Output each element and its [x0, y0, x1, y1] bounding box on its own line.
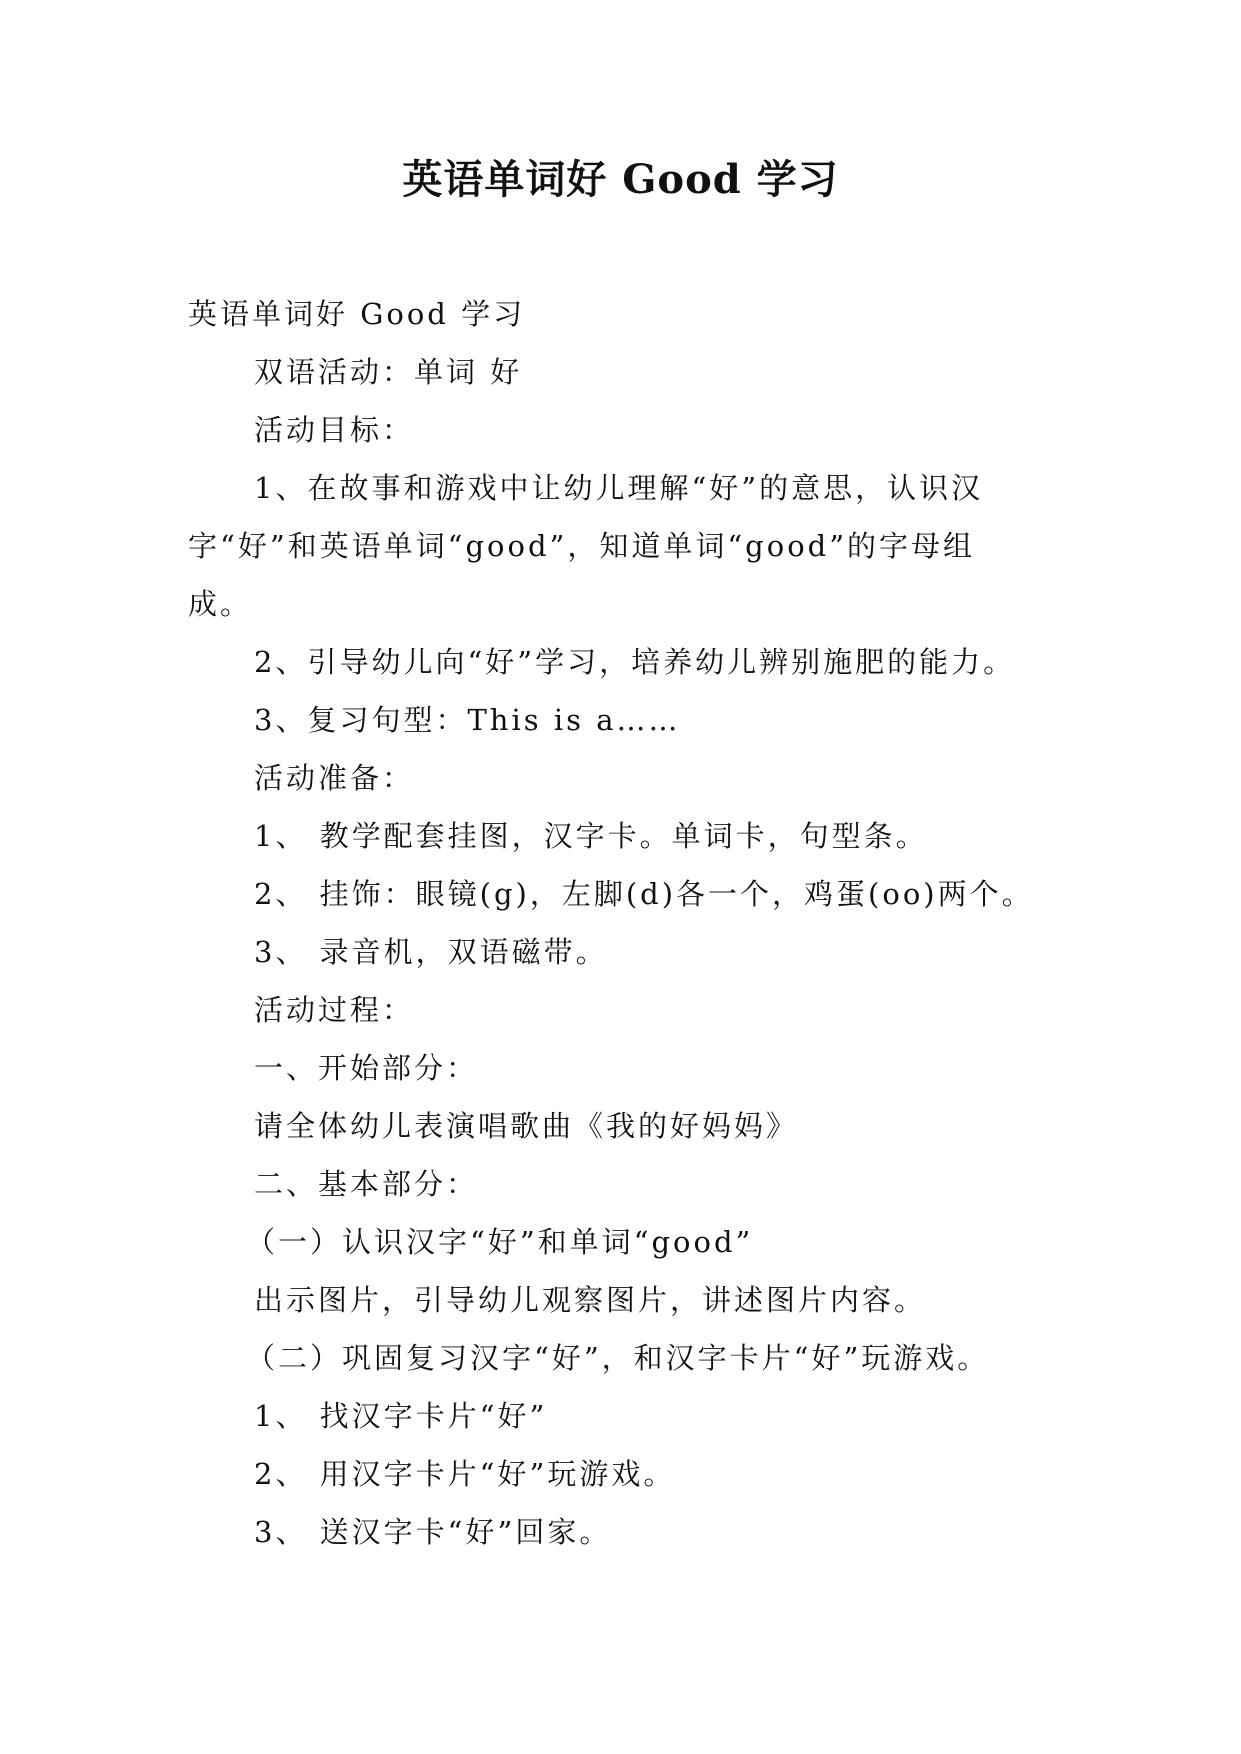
body-heading: 英语单词好 Good 学习	[188, 297, 526, 331]
goal-item-3: 3、复习句型：This is a……	[254, 703, 681, 737]
goal-item-1-line-1: 1、在故事和游戏中让幼儿理解“好”的意思，认识汉	[254, 471, 984, 505]
section-heading-goals: 活动目标：	[254, 413, 415, 447]
process-sub-1-text: 出示图片，引导幼儿观察图片，讲述图片内容。	[254, 1283, 927, 1317]
goal-item-1-line-3: 成。	[188, 587, 253, 621]
process-sub-2-heading: （二）巩固复习汉字“好”，和汉字卡片“好”玩游戏。	[246, 1341, 990, 1375]
section-heading-process: 活动过程：	[254, 993, 415, 1027]
process-sub-2-item-2: 2、 用汉字卡片“好”玩游戏。	[254, 1457, 676, 1491]
document-body	[188, 285, 1088, 1561]
goal-item-1-line-2: 字“好”和英语单词“good”，知道单词“good”的字母组	[188, 529, 976, 563]
process-part-1-heading: 一、开始部分：	[254, 1051, 479, 1085]
preparation-item-2: 2、 挂饰：眼镜(g)，左脚(d)各一个，鸡蛋(oo)两个。	[254, 877, 1034, 911]
process-sub-2-item-1: 1、 找汉字卡片“好”	[254, 1399, 548, 1433]
document-title: 英语单词好 Good 学习	[402, 156, 839, 203]
process-sub-2-item-3: 3、 送汉字卡“好”回家。	[254, 1515, 612, 1549]
activity-name: 双语活动：单词 好	[254, 355, 523, 389]
process-part-1-text: 请全体幼儿表演唱歌曲《我的好妈妈》	[254, 1109, 799, 1143]
section-heading-preparation: 活动准备：	[254, 761, 415, 795]
process-sub-1-heading: （一）认识汉字“好”和单词“good”	[246, 1225, 754, 1259]
process-part-2-heading: 二、基本部分：	[254, 1167, 479, 1201]
goal-item-2: 2、引导幼儿向“好”学习，培养幼儿辨别施肥的能力。	[254, 645, 1016, 679]
preparation-item-3: 3、 录音机，双语磁带。	[254, 935, 608, 969]
preparation-item-1: 1、 教学配套挂图，汉字卡。单词卡，句型条。	[254, 819, 928, 853]
